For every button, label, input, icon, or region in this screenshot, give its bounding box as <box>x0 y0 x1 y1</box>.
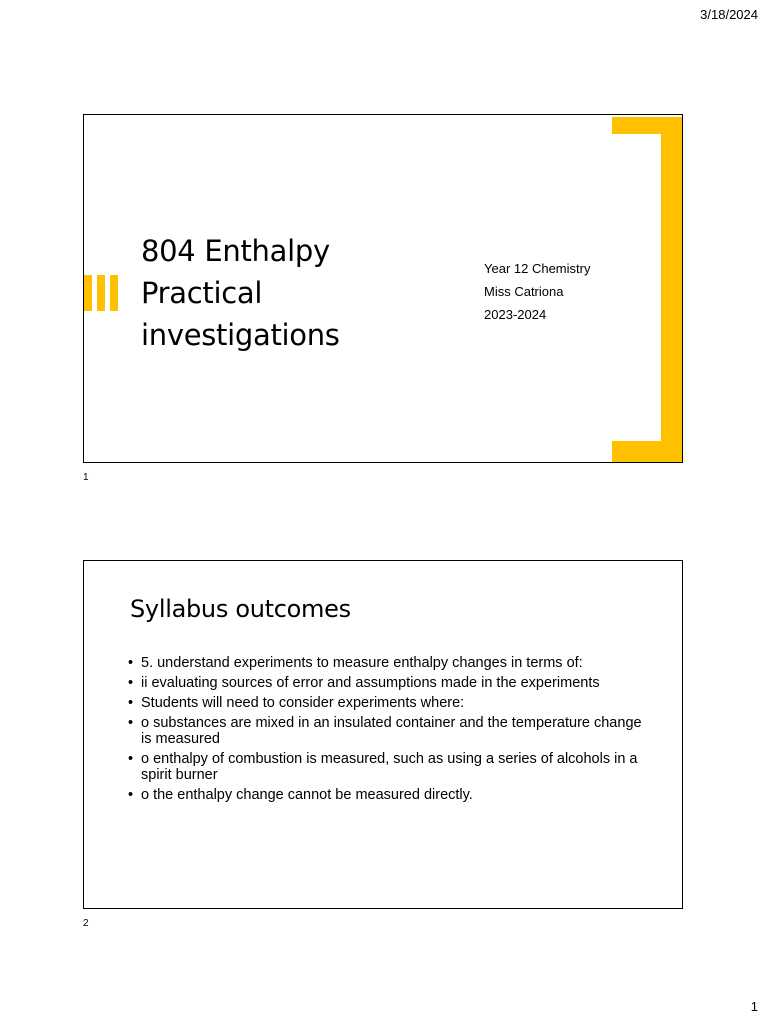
bullet-icon: • <box>128 695 134 711</box>
bullet-icon: • <box>128 675 134 691</box>
list-item <box>128 715 648 747</box>
slide-1 <box>83 114 683 463</box>
bracket-right-decoration <box>661 117 683 462</box>
bracket-bottom-decoration <box>612 441 683 462</box>
academic-year: 2023-2024 <box>484 307 547 322</box>
list-item <box>128 675 648 691</box>
list-item <box>128 695 648 711</box>
list-item <box>128 655 648 671</box>
list-item-text: o substances are mixed in an insulated container and the temperature change is measured <box>141 715 642 747</box>
title-line: investigations <box>141 318 340 352</box>
bullet-icon: • <box>128 787 134 803</box>
teacher-name: Miss Catriona <box>484 284 564 299</box>
list-item-text: 5. understand experiments to measure enthalpy changes in terms of: <box>141 655 583 671</box>
bullet-icon: • <box>128 715 134 731</box>
title-line: Practical <box>141 276 263 310</box>
slide-2 <box>83 560 683 909</box>
list-item <box>128 787 648 803</box>
slide-number-label: 1 <box>83 472 89 483</box>
course-info <box>484 261 590 330</box>
bullet-icon: • <box>128 751 134 767</box>
bullet-icon: • <box>128 655 134 671</box>
page-number: 1 <box>750 999 758 1014</box>
course-name: Year 12 Chemistry <box>484 261 591 276</box>
list-item <box>128 751 648 783</box>
list-item-text: ii evaluating sources of error and assumptions made in the experiments <box>141 675 600 691</box>
bullet-list <box>128 655 648 807</box>
slide-title: Syllabus outcomes <box>130 595 351 623</box>
stripe-decoration <box>110 275 118 311</box>
slide-title <box>141 230 441 356</box>
title-line: 804 Enthalpy <box>141 234 330 268</box>
slide-number-label: 2 <box>83 918 89 929</box>
list-item-text: Students will need to consider experiments where: <box>141 695 465 711</box>
list-item-text: o the enthalpy change cannot be measured directly. <box>141 787 473 803</box>
list-item-text: o enthalpy of combustion is measured, such as using a series of alcohols in a spirit burner <box>141 751 638 783</box>
stripe-decoration <box>84 275 92 311</box>
stripe-decoration <box>97 275 105 311</box>
print-date: 3/18/2024 <box>700 7 758 22</box>
